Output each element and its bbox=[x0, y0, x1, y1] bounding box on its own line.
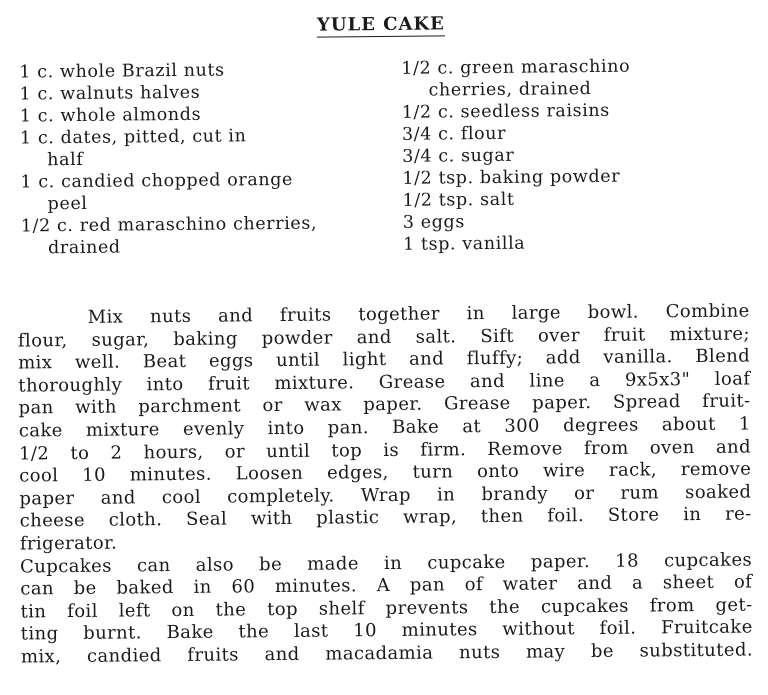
ingredient: 1 c. whole Brazil nuts bbox=[19, 60, 225, 83]
directions-line: flour, sugar, baking powder and salt. Sift over fruit mixture; bbox=[17, 323, 751, 352]
directions-line: Mix nuts and fruits together in large bowl. Combine bbox=[87, 300, 750, 328]
ingredient: 3/4 c. sugar bbox=[402, 145, 515, 167]
directions-line: frigerator. bbox=[19, 532, 118, 555]
directions-line: cheese cloth. Seal with plastic wrap, then foil. Store in re- bbox=[19, 503, 752, 532]
directions-line: 1/2 to 2 hours, or until top is firm. Remove from oven and bbox=[18, 436, 752, 465]
directions-line: can be baked in 60 minutes. A pan of water and a sheet of bbox=[20, 571, 753, 600]
ingredient: 1 c. candied chopped orange peel bbox=[20, 169, 294, 215]
ingredient: 1/2 c. red maraschino cherries, drained bbox=[20, 213, 318, 259]
directions-line: paper and cool completely. Wrap in brandy or rum soaked bbox=[19, 481, 752, 510]
ingredient: 1/2 c. seedless raisins bbox=[401, 100, 610, 123]
directions-line: Cupcakes can also be made in cupcake paper. 18 cupcakes bbox=[20, 549, 753, 578]
ingredient: 3 eggs bbox=[402, 212, 465, 233]
directions-line: mix well. Beat eggs until light and fluffy; add vanilla. Blend bbox=[18, 345, 751, 374]
ingredient: 1/2 tsp. salt bbox=[402, 189, 515, 211]
ingredients-right-column bbox=[401, 54, 753, 255]
ingredient: 1/2 c. green maraschino cherries, drained bbox=[401, 56, 631, 101]
ingredients-left-column bbox=[19, 58, 391, 260]
directions bbox=[18, 300, 753, 669]
ingredient: 3/4 c. flour bbox=[401, 123, 507, 145]
directions-line: cake mixture evenly into pan. Bake at 300 degrees about 1 bbox=[18, 413, 751, 442]
ingredient: 1 tsp. vanilla bbox=[402, 233, 526, 255]
directions-line: thoroughly into fruit mixture. Grease and line a 9x5x3" loaf bbox=[18, 368, 751, 397]
directions-line: ting burnt. Bake the last 10 minutes without foil. Fruitcake bbox=[20, 616, 753, 645]
recipe-title: YULE CAKE bbox=[316, 13, 445, 36]
ingredient: 1 c. walnuts halves bbox=[19, 82, 201, 105]
ingredient: 1/2 tsp. baking powder bbox=[402, 166, 621, 189]
ingredient: 1 c. dates, pitted, cut in half bbox=[19, 126, 247, 171]
directions-line: mix, candied fruits and macadamia nuts may be substituted. bbox=[20, 639, 754, 668]
directions-line: pan with parchment or wax paper. Grease paper. Spread fruit- bbox=[18, 390, 751, 419]
ingredient: 1 c. whole almonds bbox=[19, 104, 202, 127]
directions-line: cool 10 minutes. Loosen edges, turn onto wire rack, remove bbox=[19, 458, 752, 487]
directions-line: tin foil left on the top shelf prevents the cupcakes from get- bbox=[20, 594, 753, 623]
